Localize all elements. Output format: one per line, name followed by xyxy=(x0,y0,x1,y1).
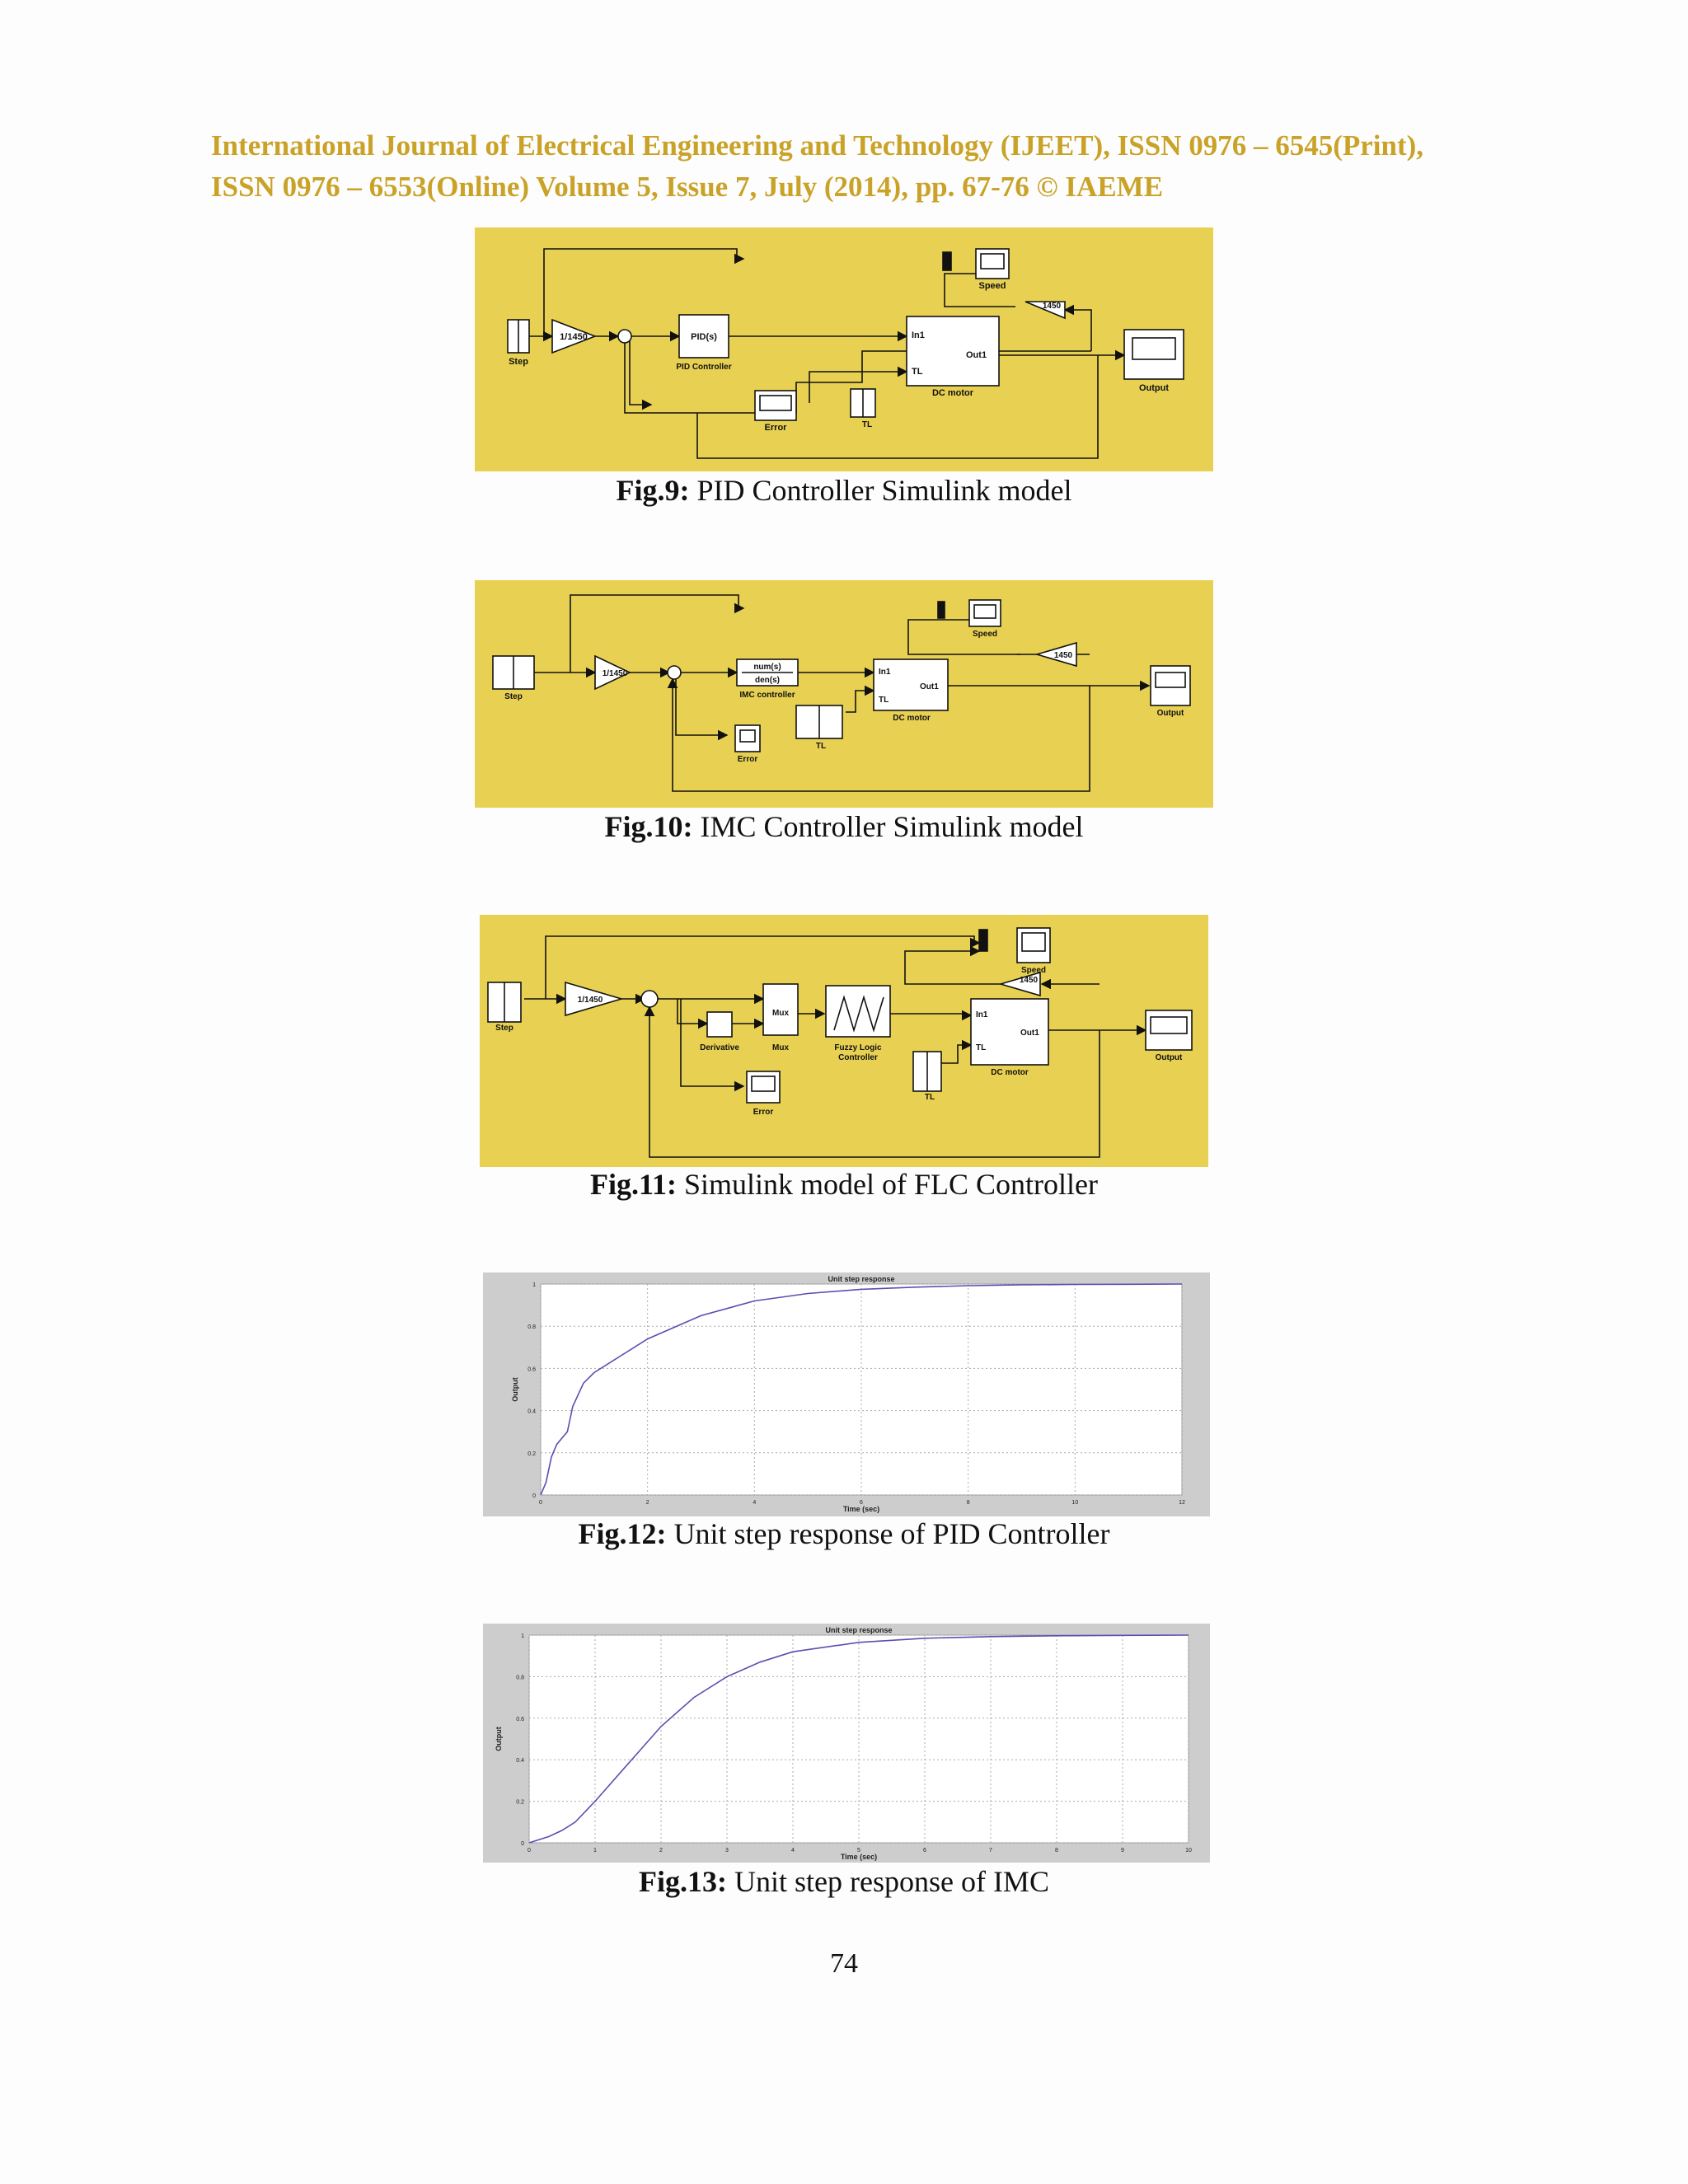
den-label: den(s) xyxy=(755,676,780,685)
error-label: Error xyxy=(753,1108,774,1117)
fig11-caption-text: Simulink model of FLC Controller xyxy=(684,1168,1098,1201)
fig11-simulink-model xyxy=(480,915,1208,1167)
in1-port: In1 xyxy=(912,330,925,340)
x-tick-label: 4 xyxy=(753,1500,757,1506)
x-tick-label: 4 xyxy=(791,1848,795,1854)
feedback-gain-label: 1450 xyxy=(1053,651,1073,660)
gain-label: 1/1450 xyxy=(602,669,628,678)
y-tick-label: 0.6 xyxy=(528,1366,536,1373)
x-tick-label: 2 xyxy=(645,1500,649,1506)
fig13-chart xyxy=(483,1624,1210,1863)
y-tick-label: 0.4 xyxy=(528,1408,536,1415)
pid-controller-name: PID Controller xyxy=(676,363,732,372)
flc-label-2: Controller xyxy=(838,1053,878,1062)
fig10-label: Fig.10: xyxy=(604,810,693,843)
x-tick-label: 9 xyxy=(1121,1848,1124,1854)
dc-motor-label: DC motor xyxy=(931,388,974,398)
y-tick-label: 0.4 xyxy=(516,1758,524,1765)
imc-controller-name: IMC controller xyxy=(739,691,795,700)
in1-port: In1 xyxy=(976,1010,988,1019)
x-tick-label: 2 xyxy=(659,1848,663,1854)
gain-label: 1/1450 xyxy=(560,332,588,342)
fig10-caption xyxy=(0,809,1688,844)
x-tick-label: 8 xyxy=(966,1500,970,1506)
output-label: Output xyxy=(1156,709,1184,718)
fig9-label: Fig.9: xyxy=(616,474,690,507)
output-label: Output xyxy=(1138,383,1170,393)
fig12-caption xyxy=(0,1516,1688,1551)
x-tick-label: 7 xyxy=(989,1848,992,1854)
fig9-caption xyxy=(0,473,1688,508)
fig10-caption-text: IMC Controller Simulink model xyxy=(700,810,1084,843)
x-axis-label: Time (sec) xyxy=(840,1853,878,1861)
tl-label: TL xyxy=(924,1093,935,1102)
fig11-caption xyxy=(0,1167,1688,1202)
gain-label: 1/1450 xyxy=(577,996,603,1005)
x-tick-label: 0 xyxy=(528,1848,531,1854)
tl-port: TL xyxy=(976,1043,987,1052)
y-tick-label: 0.8 xyxy=(516,1675,524,1681)
x-tick-label: 5 xyxy=(857,1848,860,1854)
out1-port: Out1 xyxy=(1020,1029,1039,1038)
y-tick-label: 0.6 xyxy=(516,1716,524,1722)
fig13-caption xyxy=(0,1864,1688,1899)
y-tick-label: 0.2 xyxy=(528,1451,536,1457)
speed-label: Speed xyxy=(972,630,998,639)
chart-title: Unit step response xyxy=(828,1275,895,1283)
in1-port: In1 xyxy=(879,668,891,677)
x-tick-label: 8 xyxy=(1055,1848,1058,1854)
fig12-label: Fig.12: xyxy=(578,1517,667,1550)
fig10-simulink-model xyxy=(475,580,1213,808)
pid-label: PID(s) xyxy=(691,332,717,342)
x-axis-label: Time (sec) xyxy=(842,1505,880,1513)
derivative-label: Derivative xyxy=(700,1043,739,1052)
x-tick-label: 0 xyxy=(539,1500,542,1506)
x-tick-label: 6 xyxy=(860,1500,863,1506)
x-tick-label: 10 xyxy=(1185,1848,1192,1854)
y-axis-label: Output xyxy=(495,1727,503,1751)
y-tick-label: 0.8 xyxy=(528,1324,536,1331)
step-label: Step xyxy=(509,357,528,367)
fig13-label: Fig.13: xyxy=(639,1865,727,1898)
num-label: num(s) xyxy=(753,663,781,672)
journal-header-line1: International Journal of Electrical Engineering and Technology (IJEET), ISSN 0976 – 6545(Print), xyxy=(211,129,1424,162)
fig9-caption-text: PID Controller Simulink model xyxy=(696,474,1072,507)
x-tick-label: 1 xyxy=(593,1848,597,1854)
x-tick-label: 10 xyxy=(1071,1500,1079,1506)
speed-label: Speed xyxy=(978,281,1006,291)
out1-port: Out1 xyxy=(966,350,987,360)
fig13-caption-text: Unit step response of IMC xyxy=(734,1865,1049,1898)
fig9-simulink-model xyxy=(475,227,1213,471)
fig12-chart xyxy=(483,1272,1210,1516)
x-tick-label: 3 xyxy=(725,1848,729,1854)
step-label: Step xyxy=(504,692,523,701)
tl-label: TL xyxy=(815,742,827,751)
x-tick-label: 6 xyxy=(923,1848,926,1854)
tl-label: TL xyxy=(861,420,873,429)
y-tick-label: 0 xyxy=(532,1493,536,1499)
mux-name: Mux xyxy=(772,1043,789,1052)
fig11-label: Fig.11: xyxy=(590,1168,677,1201)
flc-label-1: Fuzzy Logic xyxy=(834,1043,882,1052)
step-label: Step xyxy=(495,1024,513,1033)
y-tick-label: 1 xyxy=(532,1282,536,1288)
plot-area xyxy=(541,1284,1182,1495)
out1-port: Out1 xyxy=(920,682,939,691)
y-axis-label: Output xyxy=(511,1377,519,1402)
y-tick-label: 1 xyxy=(521,1633,524,1639)
x-tick-label: 12 xyxy=(1179,1500,1185,1506)
tl-port: TL xyxy=(912,367,923,377)
dc-motor-label: DC motor xyxy=(893,714,931,723)
journal-header-line2: ISSN 0976 – 6553(Online) Volume 5, Issue 7, July (2014), pp. 67-76 © IAEME xyxy=(211,171,1164,203)
journal-header xyxy=(211,125,1497,208)
chart-title: Unit step response xyxy=(825,1626,893,1634)
dc-motor-label: DC motor xyxy=(991,1068,1029,1077)
output-label: Output xyxy=(1155,1053,1183,1062)
speed-label: Speed xyxy=(1020,966,1047,975)
error-label: Error xyxy=(737,755,758,764)
page-number: 74 xyxy=(830,1948,858,1979)
feedback-gain-label: 1450 xyxy=(1042,302,1062,311)
error-label: Error xyxy=(764,423,787,433)
y-tick-label: 0.2 xyxy=(516,1799,524,1806)
mux-block-label: Mux xyxy=(772,1009,789,1018)
feedback-gain-label: 1450 xyxy=(1019,976,1039,985)
y-tick-label: 0 xyxy=(521,1841,524,1847)
tl-port: TL xyxy=(879,696,889,705)
fig12-caption-text: Unit step response of PID Controller xyxy=(673,1517,1110,1550)
